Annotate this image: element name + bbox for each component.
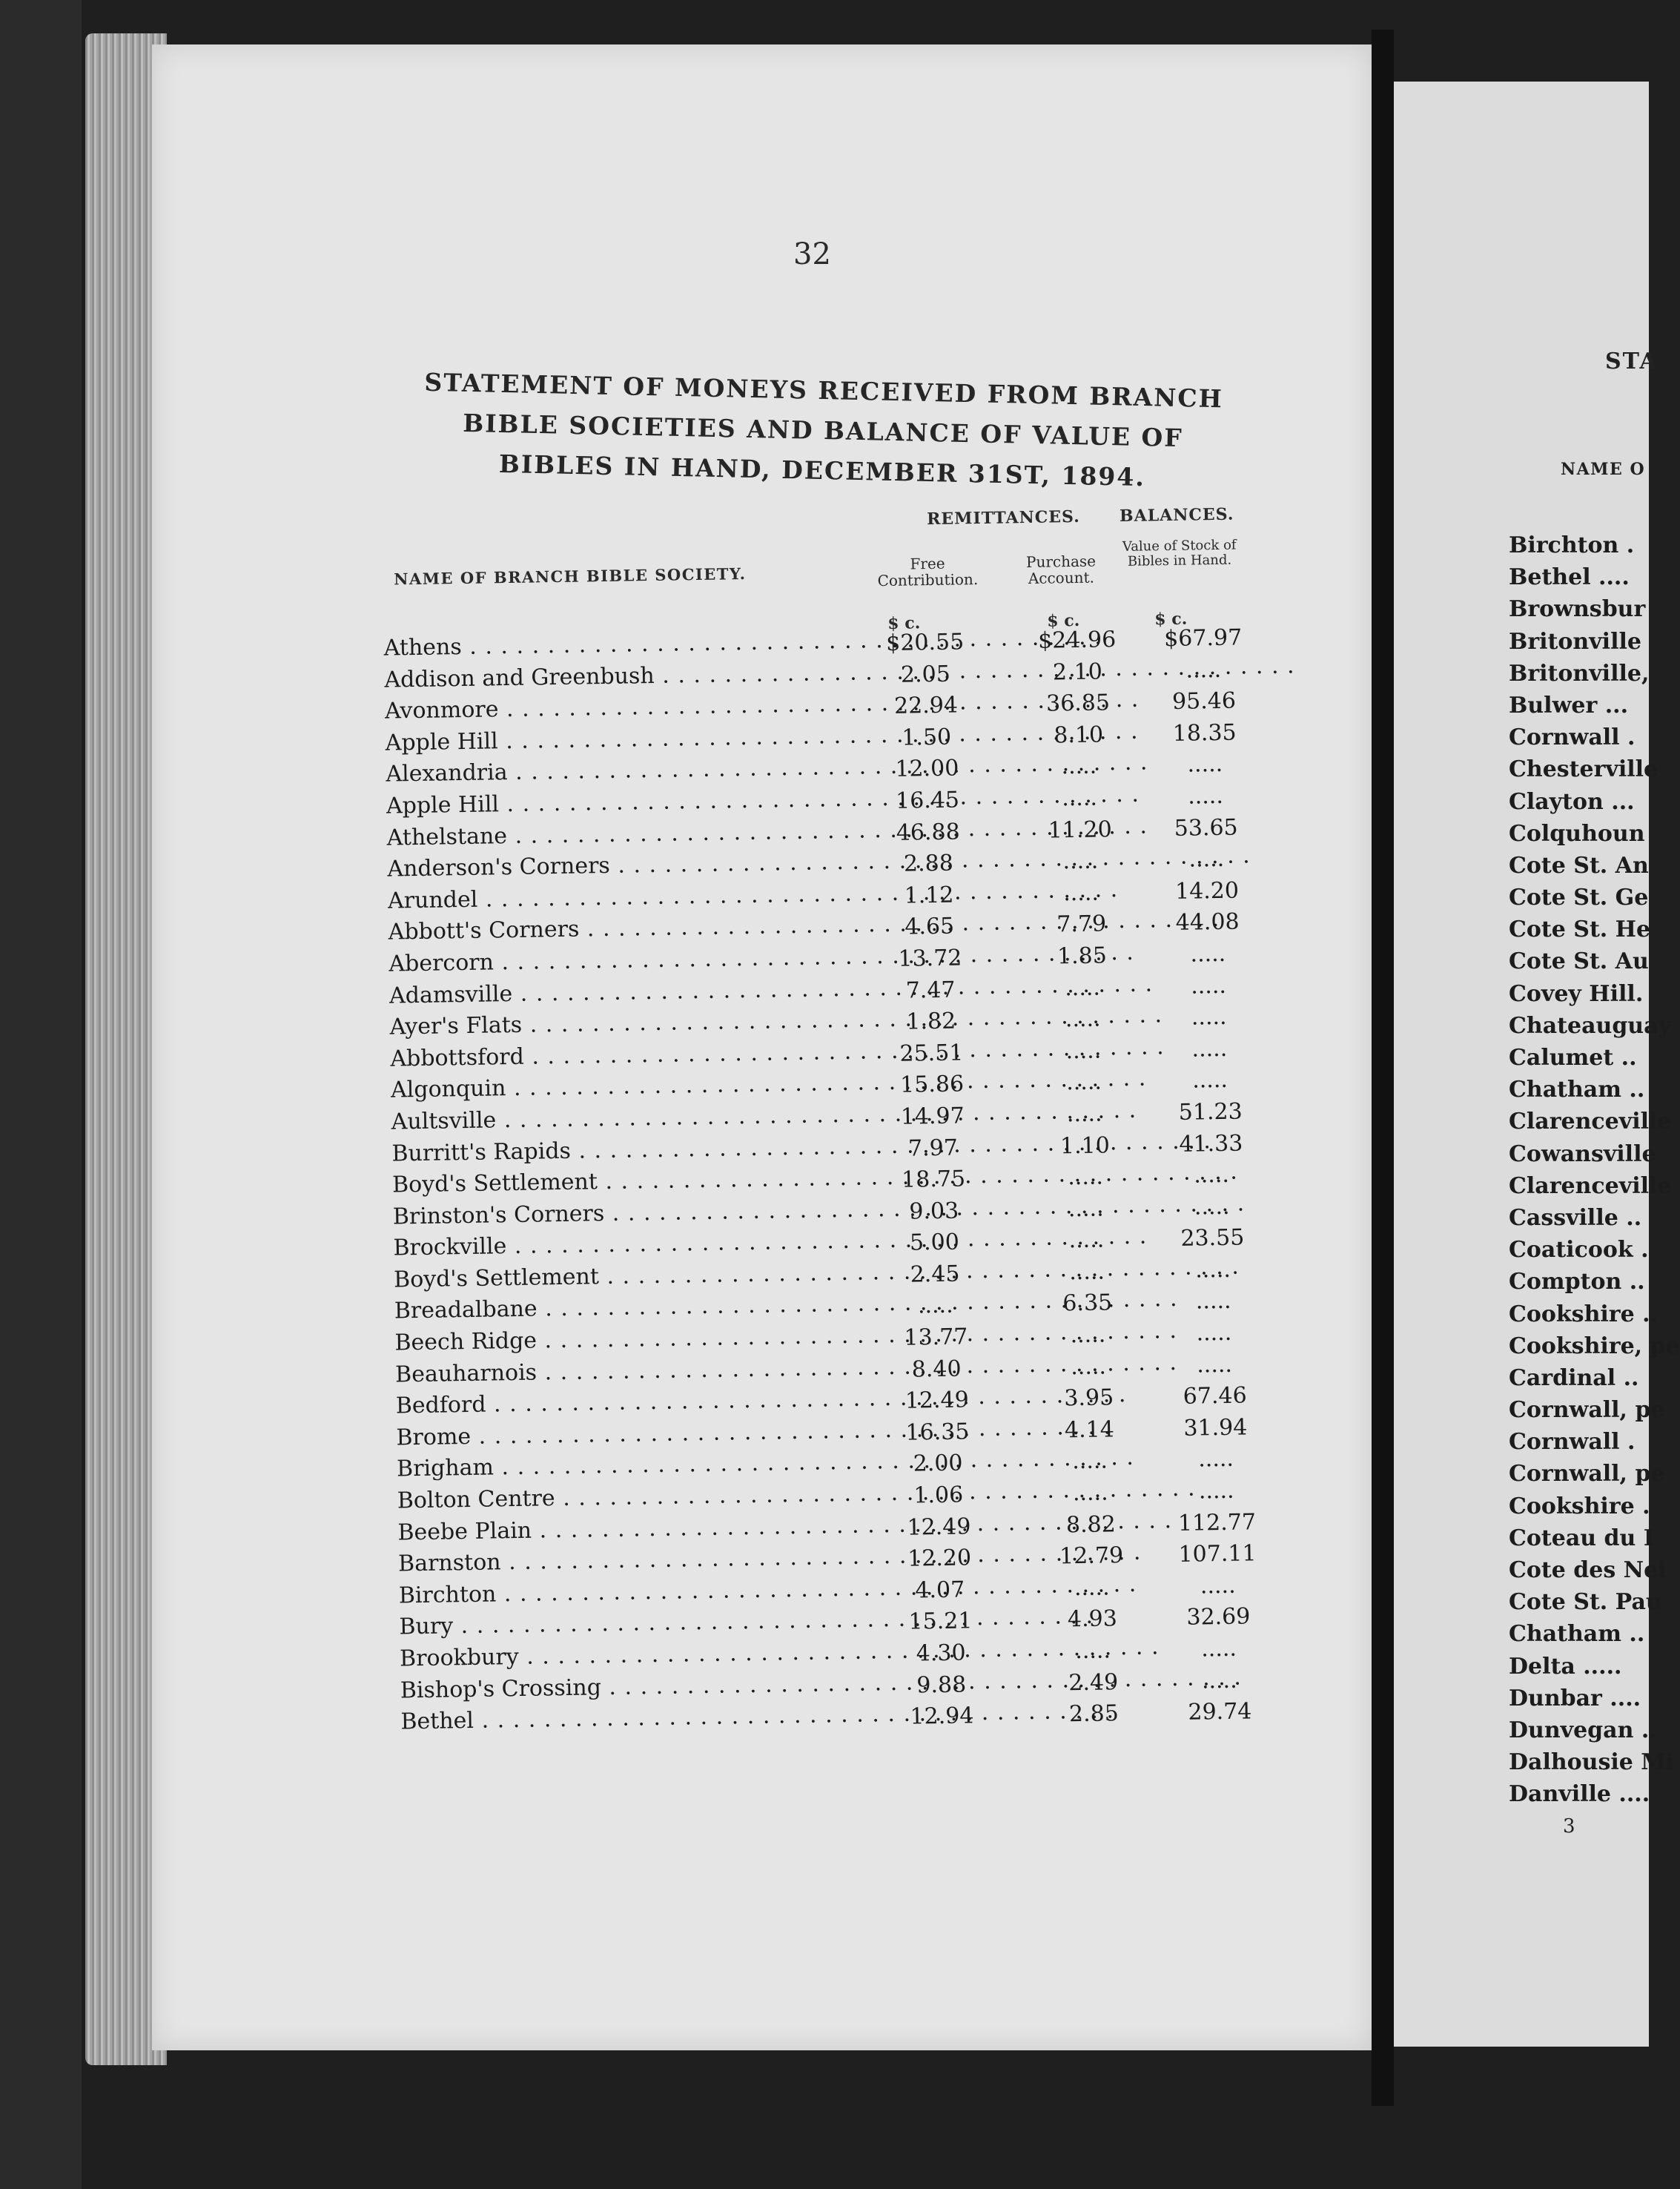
- purchase-account-cell: .....: [1074, 1574, 1110, 1601]
- balances-group-header: BALANCES.: [1119, 504, 1234, 526]
- purchase-account-cell: .....: [1066, 1100, 1102, 1128]
- purchase-account-cell: 11.20: [1048, 816, 1112, 844]
- society-name: Apple Hill . . .: [386, 786, 831, 819]
- society-name: Birchton . . .: [399, 1576, 844, 1608]
- purchase-account-cell: .....: [1067, 1163, 1104, 1191]
- stock-balance-cell: 29.74: [1188, 1698, 1252, 1726]
- free-contribution-cell: 1.12: [904, 882, 954, 909]
- free-contribution-cell: 18.75: [901, 1166, 966, 1193]
- stock-balance-cell: $67.97: [1163, 624, 1243, 653]
- stock-balance-cell: 32.69: [1186, 1603, 1251, 1631]
- society-name: Bedford . . .: [396, 1386, 841, 1419]
- list-item: Coteau du I: [1509, 1525, 1654, 1551]
- purchase-account-cell: .....: [1070, 1353, 1107, 1380]
- list-item: Cookshire, pe: [1509, 1333, 1680, 1359]
- list-item: Chesterville: [1509, 756, 1658, 783]
- list-item: Calumet ..: [1509, 1045, 1637, 1071]
- stock-balance-cell: 112.77: [1177, 1508, 1257, 1536]
- society-name: Arundel . . .: [388, 881, 833, 914]
- free-contribution-cell: 12.00: [895, 755, 959, 783]
- stock-balance-cell: 41.33: [1179, 1130, 1243, 1158]
- list-item: Cowansville: [1509, 1140, 1656, 1167]
- purchase-account-cell: .....: [1068, 1258, 1105, 1286]
- stock-balance-cell: .....: [1200, 1572, 1236, 1599]
- stock-balance-cell: 95.46: [1171, 687, 1237, 716]
- purchase-account-cell: .....: [1064, 974, 1101, 1001]
- list-item: Compton ..: [1509, 1269, 1645, 1295]
- stock-value-header: Value of Stock of Bibles in Hand.: [1122, 537, 1237, 569]
- name-column-header: NAME OF BRANCH BIBLE SOCIETY.: [394, 564, 747, 589]
- list-item: Cote St. An: [1509, 852, 1649, 879]
- stock-balance-cell: .....: [1191, 1067, 1228, 1094]
- free-contribution-cell: 15.21: [908, 1608, 973, 1636]
- purchase-account-cell: .....: [1062, 879, 1099, 907]
- purchase-account-cell: 2.85: [1068, 1700, 1120, 1728]
- stock-balance-cell: 53.65: [1174, 814, 1238, 842]
- backdrop: [0, 0, 82, 2189]
- stock-balance-cell: .....: [1194, 1193, 1230, 1221]
- free-contribution-cell: 4.30: [916, 1640, 966, 1667]
- unit-label-free: $ c.: [887, 613, 921, 633]
- list-item: Cornwall, pe: [1509, 1461, 1665, 1488]
- free-contribution-cell: 7.97: [907, 1135, 959, 1162]
- society-name: Ayer's Flats . . .: [389, 1007, 834, 1040]
- purchase-account-cell: .....: [1065, 1006, 1101, 1033]
- society-name: Anderson's Corners . . .: [387, 849, 832, 882]
- free-contribution-cell: 1.50: [902, 724, 952, 751]
- purchase-account-cell: .....: [1062, 848, 1099, 875]
- stock-balance-cell: .....: [1196, 1319, 1232, 1347]
- stock-balance-cell: .....: [1187, 782, 1224, 810]
- purchase-account-cell: 8.82: [1065, 1510, 1117, 1538]
- society-name: Boyd's Settlement . . .: [392, 1165, 837, 1198]
- free-contribution-cell: 9.88: [916, 1671, 967, 1699]
- right-page-heading: STA: [1605, 349, 1658, 374]
- purchase-account-cell: 2.10: [1052, 658, 1103, 686]
- purchase-account-cell: 36.85: [1045, 690, 1111, 717]
- remittances-group-header: REMITTANCES.: [926, 506, 1080, 529]
- purchase-account-cell: 12.79: [1059, 1542, 1124, 1570]
- list-item: Cote St. He: [1509, 917, 1651, 943]
- society-name: Brookbury . . .: [400, 1639, 844, 1671]
- free-contribution-cell: $20.55: [885, 629, 965, 656]
- society-name: Addison and Greenbush . . .: [384, 660, 829, 693]
- society-name: Beauharnois . . .: [395, 1355, 840, 1387]
- society-name: Athens . . .: [383, 628, 828, 661]
- stock-balance-cell: .....: [1194, 1256, 1231, 1284]
- free-contribution-cell: 16.45: [895, 787, 960, 814]
- purchase-account-cell: .....: [1065, 1069, 1102, 1096]
- purchase-account-cell: 8.10: [1054, 722, 1104, 749]
- stock-balance-cell: .....: [1187, 751, 1223, 779]
- free-contribution-cell: 12.20: [907, 1545, 972, 1572]
- free-contribution-cell: 14.97: [900, 1103, 965, 1130]
- stock-balance-cell: .....: [1198, 1477, 1234, 1505]
- list-item: Cassville ..: [1509, 1204, 1642, 1231]
- book-gutter: [1372, 30, 1394, 2106]
- society-name: Apple Hill . . .: [385, 723, 830, 756]
- free-contribution-cell: 2.05: [900, 661, 951, 688]
- stock-balance-cell: 18.35: [1172, 719, 1237, 747]
- society-name: Brockville . . .: [393, 1228, 838, 1261]
- list-item: Cote St. Au: [1509, 948, 1649, 975]
- society-name: Boyd's Settlement . . .: [394, 1260, 839, 1292]
- society-name: Bolton Centre . . .: [397, 1481, 842, 1513]
- free-contribution-cell: 12.49: [907, 1513, 971, 1541]
- list-item: Bethel ....: [1509, 564, 1630, 591]
- list-item: Birchton .: [1509, 532, 1635, 558]
- stock-balance-cell: .....: [1188, 846, 1225, 873]
- free-contribution-cell: 1.82: [906, 1008, 956, 1035]
- right-page-column-header: NAME O: [1561, 460, 1646, 479]
- free-contribution-cell: 4.65: [905, 913, 955, 940]
- society-name: Breadalbane . . .: [394, 1292, 839, 1324]
- title-line-1: STATEMENT OF MONEYS RECEIVED FROM BRANCH: [424, 367, 1224, 414]
- society-name: Alexandria . . .: [386, 755, 830, 788]
- free-contribution-cell: 15.86: [899, 1071, 965, 1099]
- list-item: Chatham ..: [1509, 1077, 1645, 1103]
- purchase-account-cell: 6.35: [1062, 1290, 1113, 1317]
- stock-balance-cell: .....: [1196, 1351, 1233, 1379]
- purchase-account-cell: .....: [1072, 1479, 1108, 1507]
- stock-balance-cell: .....: [1201, 1667, 1237, 1694]
- free-contribution-cell: 2.00: [913, 1450, 963, 1477]
- stock-balance-cell: .....: [1191, 1035, 1228, 1063]
- society-name: Adamsville . . .: [389, 976, 834, 1008]
- list-item: Britonville: [1509, 628, 1641, 655]
- list-item: Cote des Nei: [1509, 1557, 1667, 1583]
- free-contribution-header: Free Contribution.: [877, 554, 979, 590]
- society-name: Brigham . . .: [397, 1450, 841, 1482]
- free-contribution-cell: 5.00: [909, 1229, 960, 1256]
- society-name: Abbott's Corners . . .: [388, 913, 833, 945]
- purchase-account-header: Purchase Account.: [1025, 552, 1097, 587]
- page-number: 32: [793, 237, 831, 271]
- list-item: Cote St. Pau: [1509, 1589, 1662, 1616]
- society-name: Algonquin . . .: [391, 1070, 836, 1103]
- purchase-account-cell: .....: [1068, 1226, 1105, 1254]
- society-name: Bishop's Crossing . . .: [400, 1671, 845, 1703]
- list-item: Covey Hill.: [1509, 980, 1644, 1007]
- list-item: Chateauguay: [1509, 1012, 1671, 1039]
- stock-balance-cell: .....: [1190, 972, 1227, 1000]
- stock-balance-cell: 31.94: [1183, 1414, 1248, 1442]
- title-line-2: BIBLE SOCIETIES AND BALANCE OF VALUE OF: [462, 408, 1184, 453]
- society-name: Aultsville . . .: [391, 1102, 836, 1135]
- right-page-list: [1509, 532, 1680, 1814]
- title-line-3: BIBLES IN HAND, DECEMBER 31ST, 1894.: [498, 449, 1146, 492]
- free-contribution-cell: 7.47: [905, 977, 956, 1004]
- society-name: Barnston . . .: [398, 1544, 843, 1576]
- list-item: Cookshire ..: [1509, 1301, 1658, 1327]
- unit-label-purchase: $ c.: [1047, 610, 1080, 631]
- list-item: Coaticook .: [1509, 1237, 1649, 1264]
- right-page-signature-mark: 3: [1563, 1815, 1575, 1838]
- stock-balance-cell: .....: [1193, 1161, 1230, 1189]
- unit-label-balance: $ c.: [1154, 609, 1188, 630]
- stock-balance-cell: .....: [1195, 1288, 1231, 1315]
- free-contribution-cell: 9.03: [909, 1198, 959, 1225]
- society-name: Beech Ridge . . .: [394, 1323, 839, 1356]
- list-item: Cardinal ..: [1509, 1364, 1639, 1391]
- free-contribution-cell: 13.77: [904, 1324, 968, 1351]
- free-contribution-cell: 2.45: [910, 1261, 960, 1288]
- free-contribution-cell: 12.49: [905, 1387, 969, 1414]
- society-name: Beebe Plain . . .: [397, 1513, 842, 1545]
- purchase-account-cell: 3.95: [1064, 1384, 1114, 1412]
- free-contribution-cell: 13.72: [898, 945, 962, 972]
- free-contribution-cell: 22.94: [893, 692, 959, 720]
- list-item: Clarenceville: [1509, 1109, 1672, 1135]
- statement-title: [384, 362, 1261, 501]
- stock-balance-cell: .....: [1190, 940, 1226, 968]
- free-contribution-cell: 12.94: [910, 1703, 974, 1730]
- purchase-account-cell: 4.14: [1064, 1416, 1115, 1444]
- purchase-account-cell: $24.96: [1037, 627, 1117, 654]
- stock-balance-cell: .....: [1200, 1635, 1237, 1663]
- list-item: Bulwer ...: [1509, 692, 1629, 719]
- list-item: Clarenceville: [1509, 1172, 1672, 1199]
- society-name: Abbottsford . . .: [390, 1039, 835, 1072]
- list-item: Cornwall, pe: [1509, 1397, 1665, 1424]
- society-name: Avonmore . . .: [385, 691, 830, 724]
- stock-balance-cell: 44.08: [1175, 908, 1240, 937]
- free-contribution-cell: 25.51: [899, 1040, 964, 1067]
- purchase-account-cell: .....: [1071, 1447, 1108, 1475]
- purchase-account-cell: .....: [1074, 1637, 1111, 1665]
- purchase-account-cell: .....: [1061, 785, 1098, 812]
- society-name: Brome . . .: [396, 1418, 841, 1450]
- list-item: Chatham ..: [1509, 1621, 1645, 1648]
- free-contribution-cell: 1.06: [913, 1482, 964, 1509]
- free-contribution-cell: .....: [917, 1292, 953, 1319]
- free-contribution-cell: 8.40: [911, 1356, 962, 1383]
- list-item: Dunbar ....: [1509, 1685, 1641, 1711]
- stock-balance-cell: 107.11: [1178, 1540, 1257, 1568]
- society-name: Bethel . . .: [400, 1702, 845, 1734]
- stock-balance-cell: 51.23: [1178, 1098, 1243, 1126]
- list-item: Cornwall .: [1509, 724, 1636, 751]
- list-item: Brownsbur: [1509, 596, 1646, 623]
- stock-balance-cell: 67.46: [1183, 1382, 1247, 1410]
- list-item: Cote St. Ge: [1509, 885, 1649, 911]
- society-name: Athelstane . . .: [386, 818, 831, 851]
- society-name: Bury . . .: [399, 1607, 844, 1640]
- purchase-account-cell: .....: [1070, 1321, 1106, 1349]
- purchase-account-cell: 4.93: [1067, 1605, 1118, 1633]
- branch-table: [319, 504, 1303, 1780]
- society-name: Abercorn . . .: [388, 944, 833, 977]
- stock-balance-cell: 14.20: [1174, 877, 1240, 905]
- list-item: Britonville,: [1509, 660, 1650, 687]
- society-name: Brinston's Corners . . .: [393, 1197, 838, 1229]
- purchase-account-cell: .....: [1068, 1195, 1104, 1222]
- purchase-account-cell: 7.79: [1056, 911, 1107, 938]
- list-item: Cookshire .: [1509, 1493, 1650, 1519]
- table-body: [383, 621, 1290, 1740]
- stock-balance-cell: .....: [1191, 1003, 1227, 1031]
- list-item: Dunvegan ..: [1509, 1717, 1657, 1743]
- purchase-account-cell: 1.85: [1056, 942, 1108, 970]
- society-name: Burritt's Rapids . . .: [391, 1134, 836, 1166]
- purchase-account-cell: 2.49: [1068, 1668, 1119, 1696]
- purchase-account-cell: .....: [1065, 1037, 1102, 1064]
- stock-balance-cell: .....: [1197, 1446, 1234, 1473]
- free-contribution-cell: 46.88: [896, 819, 960, 846]
- stock-balance-cell: .....: [1185, 656, 1222, 684]
- free-contribution-cell: 16.35: [905, 1419, 970, 1446]
- list-item: Dalhousie Mi: [1509, 1749, 1674, 1776]
- list-item: Delta .....: [1509, 1653, 1622, 1680]
- list-item: Danville ....: [1509, 1781, 1650, 1808]
- purchase-account-cell: 1.10: [1059, 1132, 1111, 1159]
- stock-balance-cell: 23.55: [1180, 1224, 1245, 1252]
- list-item: Cornwall .: [1509, 1429, 1636, 1456]
- purchase-account-cell: .....: [1061, 753, 1097, 780]
- free-contribution-cell: 4.07: [915, 1576, 965, 1604]
- free-contribution-cell: 2.88: [903, 850, 954, 877]
- list-item: Clayton ...: [1509, 788, 1635, 815]
- list-item: Colquhoun: [1509, 820, 1645, 847]
